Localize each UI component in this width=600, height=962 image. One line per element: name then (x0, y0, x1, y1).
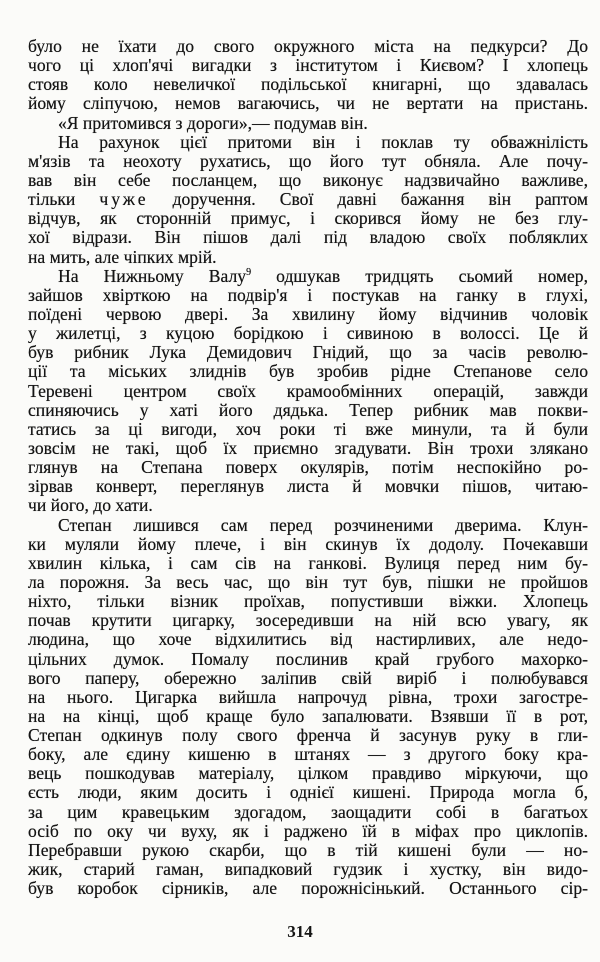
text-line: єсть люди, яким досить і однієї кишені. Природа могла б, (28, 782, 588, 803)
text-line: вого паперу, обережно заліпив свій виріб і полюбувався (28, 667, 588, 688)
text-line: цільних думок. Помалу послинив край грубого махорко- (28, 648, 588, 669)
text-line: «Я притомився з дороги»,— подумав він. (58, 112, 368, 133)
text-line: татись за ці вигоди, хоч роки ті вже минули, та й були (28, 418, 588, 439)
text-line: людина, що хоче відхилитись від настирливих, але недо- (28, 629, 588, 650)
text-line: зірвав конверт, переглянув листа й мовчки пішов, читаю- (28, 476, 588, 497)
text-segment: На Нижньому Валу (58, 265, 247, 286)
text-line: був коробок сірників, але порожнісінький. Останнього сір- (28, 878, 588, 899)
text-line: Степан лишився сам перед розчиненими дверима. Клун- (58, 514, 588, 535)
text-line: зовсім не такі, щоб їх приємно згадувати. Він трохи злякано (28, 437, 588, 458)
text-line (28, 190, 588, 209)
text-line: На рахунок цієї притоми він і поклав ту обважнілість (58, 131, 588, 152)
text-line: хої відрази. Він пішов далі під владою своїх побляклих (28, 227, 588, 248)
text-line: Теревені центром своїх крамообмінних операцій, завжди (28, 380, 588, 401)
text-line: на мить, але чіпких мрій. (28, 246, 217, 267)
text-line: поїдені червою двері. За хвилину йому відчинив чоловік (28, 303, 588, 324)
text-line: на нього. Цигарка вийшла напрочуд рівна, трохи загостре- (28, 686, 588, 707)
text-line: був рибник Лука Демидович Гнідий, що за часів револю- (28, 342, 588, 363)
text-line: вець пошкодував матеріалу, цілком правдиво міркуючи, що (28, 763, 588, 784)
text-segment: доручення. Свої давні бажання він раптом (148, 189, 588, 210)
text-segment: одшукав тридцять сьомий номер, (251, 265, 589, 286)
text-line: стояв коло невеличкої подільської книгарні, що здавалась (28, 74, 588, 95)
text-line: ніхто, тільки візник проїхав, попустивши віжки. Хлопець (28, 591, 588, 612)
text-line: ції та міських злиднів був зробив рідне Степанове село (28, 361, 588, 382)
text-line: боку, але єдину кишеню в штанях — з другого боку кра- (28, 744, 588, 765)
text-line: ла порожня. За весь час, що він тут був, пішки не пройшов (28, 571, 588, 592)
text-line: зайшов хвірткою на подвір'я і постукав на ганку в глухі, (28, 284, 588, 305)
page-number: 314 (287, 922, 313, 941)
text-line: чого ці хлоп'ячі вигадки з інститутом і Києвом? І хлопець (28, 55, 588, 76)
text-line: Степан одкинув полу свого френча й засунув руку в гли- (28, 725, 588, 746)
text-line: було не їхати до свого окружного міста на педкурси? До (28, 36, 588, 56)
text-line: глянув на Степана поверх окулярів, потім неспокійно ро- (28, 457, 588, 478)
text-line: у жилетці, з куцою борідкою і сивиною в волоссі. Це й (28, 323, 588, 344)
text-line: за цим кравецьким здогадом, заощадити собі в багатьох (28, 801, 588, 822)
footnote-marker: 9 (246, 266, 252, 278)
text-line: йому сліпучою, немов вагаючись, чи не вертати на пристань. (28, 93, 588, 114)
emphasized-word: чуже (99, 189, 149, 210)
text-line (28, 267, 588, 286)
text-segment: тільки (28, 189, 100, 210)
page-body-text (28, 37, 588, 898)
text-line: м'язів та неохоту рухатись, що його тут обняла. Але почу- (28, 150, 588, 171)
text-line: жик, старий гаман, випадковий гудзик і хустку, він видо- (28, 859, 588, 880)
text-line: осіб по оку чи вуху, як і раджено їй в міфах про циклопів. (28, 820, 588, 841)
text-line: спиняючись у хаті його дядька. Тепер рибник мав покви- (28, 399, 588, 420)
text-line: ки муляли йому плече, і він скинув їх додолу. Почекавши (28, 533, 588, 554)
text-line: відчув, як сторонній примус, і скорився йому не без глу- (28, 208, 588, 229)
text-line: Перебравши рукою скарби, що в тій кишені були — но- (28, 839, 588, 860)
text-line: на на кінці, щоб краще було запалювати. Взявши її в рот, (28, 705, 588, 726)
text-line: хвилин кілька, і сам сів на ганкові. Вулиця перед ним бу- (28, 552, 588, 573)
text-line: вав він себе посланцем, що виконує надзвичайно важливе, (28, 169, 588, 190)
text-line: почав крутити цигарку, зосередивши на ній всю увагу, як (28, 610, 588, 631)
text-line: чи його, до хати. (28, 495, 153, 516)
